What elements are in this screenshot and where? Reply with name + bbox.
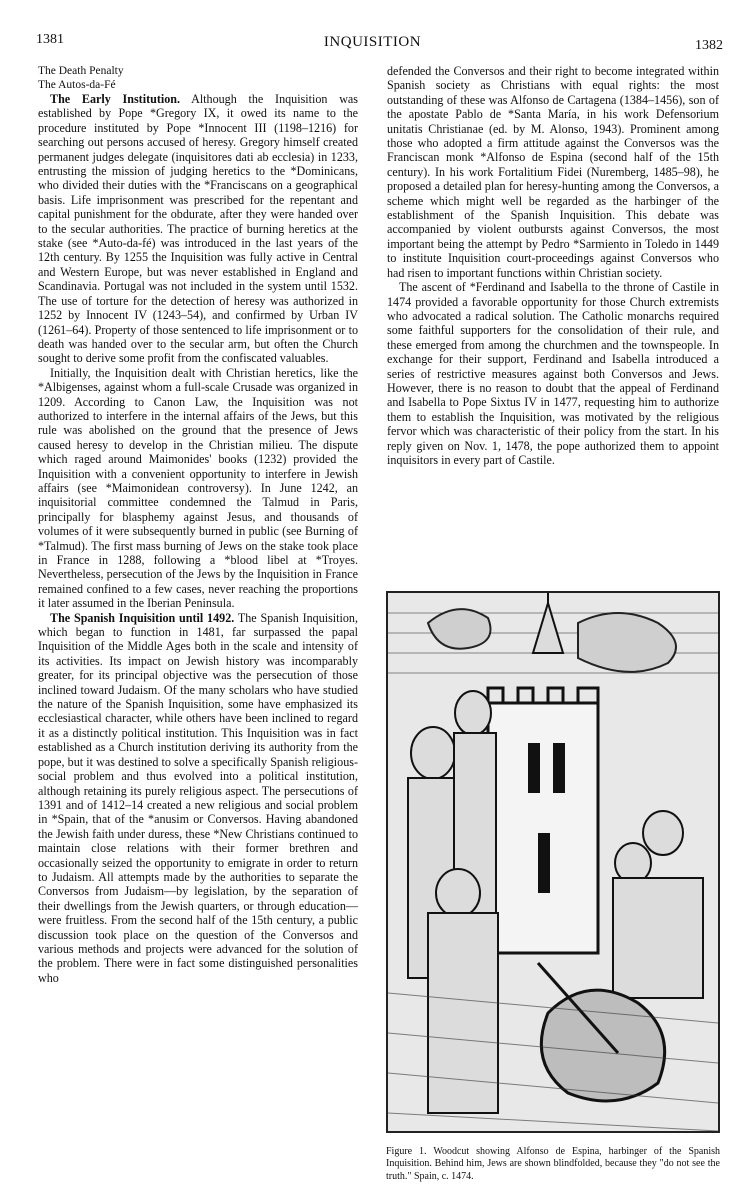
woodcut-illustration — [388, 593, 718, 1131]
paragraph-text: The Spanish Inquisition, which began to function in 1481, far surpassed the papal Inquisition of the Middle Ages both in the scale and intensity of its activities. Its impact on Jewish history was incomparably greater, for its principal objective was the persecution of those inclined toward Judaism. Of the many scholars who have studied the nature of the Spanish Inquisition, some have emphasized its ecclesiastical character, while others have been inclined to regard it as a distinctly political institution. This Inquisition was in fact established as a Church institution deriving its authority from the pope, but it was destined to solve a specifically Spanish religious-social problem and thus evolved into a political institution, although retaining its purely religious aspect. The persecutions of 1391 and of 1412–14 created a new religious and social problem in *Spain, that of the *anusim or Conversos. Having abandoned the Jewish faith under duress, these *New Christians continued to maintain close relations with their former brethren and occasionally seized the opportunity to emigrate in order to return to Judaism. All attempts made by the authorities to separate the Conversos from Judaism—by legislation, by the separation of their dwellings from the Jewish quarters, or through education—were fruitless. From the second half of the 15th century, a public discussion took place on the question of the Conversos and various methods and projects were advanced for the solution of the problem. There were in fact some distinguished personalities who — [38, 610, 359, 985]
figure-caption: Figure 1. Woodcut showing Alfonso de Espina, harbinger of the Spanish Inquisition. Behind him, Jews are shown blindfolded, because they "do not see the truth." Spain, c. 1474. — [386, 1146, 720, 1182]
section-heading: The Spanish Inquisition until 1492. — [50, 610, 235, 625]
toc-item: The Autos-da-Fé — [38, 79, 116, 91]
page-header — [18, 32, 727, 56]
paragraph-continued: defended the Conversos and their right to become integrated within Spanish society as Christians with equal rights: the most outstanding of these was Alfonso de Cartagena (1384–1456), son of the apostate Pablo de *Santa María, in his work Defensorium unitatis Christianae (ed. by M. Alonso, 1943). Prominent among those who adopted a firm attitude against the Conversos was the Franciscan monk *Alfonso de Espina (second half of the 15th century). In his work Fortalitium Fidei (Nuremberg, 1485–98), he proposed a detailed plan for heresy-hunting among the Conversos, a scheme which might well be regarded as the harbinger of the establishment of the Spanish Inquisition. This debate was accompanied by violent outbursts against Conversos, the most important being the attempt by Pedro *Sarmiento in Toledo in 1449 to institute Inquisition court-proceedings against Conversos who had risen to important functions within Christian society. — [387, 64, 719, 280]
paragraph-text: Although the Inquisition was established by Pope *Gregory IX, it owed its name to the procedure instituted by Pope *Innocent III (1198–1216) for searching out persons accused of heresy. Gregory himself created permanent judges delegate (inquisitores dati ab ecclesia) in 1233, entrusting the mission of judging heretics to the *Dominicans, who divided their duties with the *Franciscans on a geographical basis. Life imprisonment was prescribed for the repentant and capital punishment for the obdurate, after they were handed over to the secular authorities. The practice of burning heretics at the stake (see *Auto-da-fé) was introduced in the last years of the 12th century. By 1255 the Inquisition was fully active in Central and Western Europe, but was never established in England and Scandinavia. Portugal was not included in the system until 1532. The use of torture for the detection of heresy was authorized in 1252 by Innocent IV (1243–54), and confirmed by Urban IV (1261–64). Property of those sentenced to life imprisonment or to death was handed over to the secular arm, but often the Church sought to derive some profit from the confiscated valuables. — [38, 92, 359, 366]
section-heading: The Early Institution. — [50, 92, 181, 106]
page-number-left: 1381 — [36, 32, 64, 47]
toc-list — [38, 64, 358, 92]
paragraph-ferdinand-isabella: The ascent of *Ferdinand and Isabella to the throne of Castile in 1474 provided a favorable opportunity for those Church extremists who advocated a radical solution. The Catholic monarchs required some faithful supporters for the consolidation of their rule, and these emerged from among the churchmen and the townspeople. In exchange for their support, Ferdinand and Isabella introduced a series of restrictive measures against both Conversos and Jews. However, there is no reason to doubt that the appeal of Ferdinand and Isabella to Pope Sixtus IV in 1477, requesting him to authorize them to establish the Inquisition, was motivated by the religious fervor which was characteristic of their policy from the start. In his reply given on Nov. 1, 1478, the pope authorized them to appoint inquisitors in every part of Castile. — [387, 280, 719, 467]
tower-icon — [488, 703, 598, 953]
running-title: INQUISITION — [323, 34, 422, 50]
page-number-right: 1382 — [695, 38, 723, 53]
right-column — [387, 64, 719, 467]
woodcut-figure — [386, 591, 720, 1133]
left-column — [38, 64, 358, 985]
paragraph-early-institution — [38, 92, 358, 366]
alfonso-figure — [436, 869, 480, 917]
toc-item: The Death Penalty — [38, 65, 124, 77]
paragraph-initially: Initially, the Inquisition dealt with Christian heretics, like the *Albigenses, against whom a full-scale Crusade was organized in 1209. According to Canon Law, the Inquisition was not authorized to interfere in the internal affairs of the Jews, but this rule was abolished on the ground that the presence of Jews caused heresy to develop in the Christian milieu. The dispute which raged around Maimonides' books (1232) provided the Inquisition with a convenient opportunity to interfere in Jewish affairs (see *Maimonidean controversy). In June 1242, an inquisitorial committee condemned the Talmud in Paris, principally for blasphemy against Jesus, and thousands of volumes of it were subsequently burned in public (see Burning of *Talmud). The first mass burning of Jews on the stake took place in France in 1288, following a *blood libel at *Troyes. Nevertheless, persecution of the Jews by the Inquisition in France remained confined to a few cases, never reaching the proportions it later assumed in the Iberian Peninsula. — [38, 365, 358, 611]
paragraph-spanish-inquisition — [38, 611, 358, 986]
